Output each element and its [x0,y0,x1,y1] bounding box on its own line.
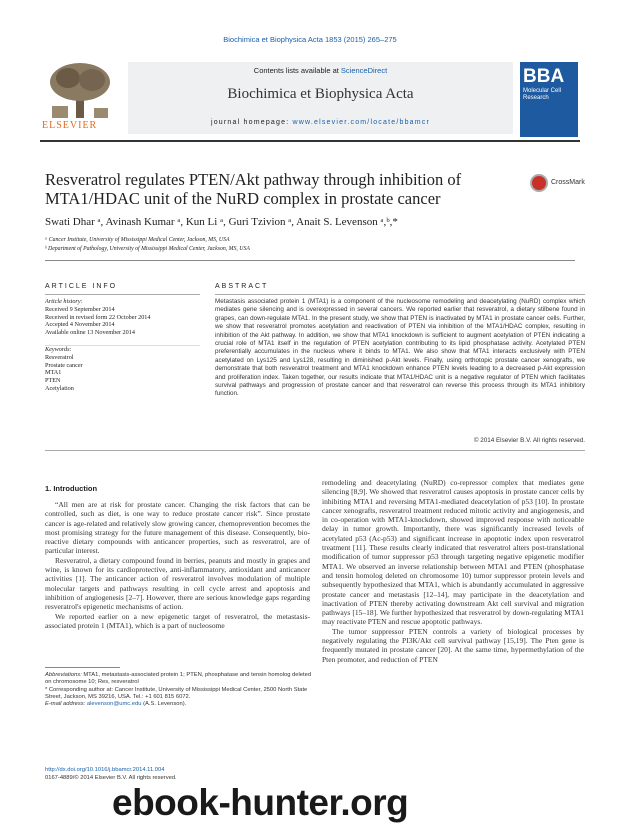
footnote-divider [45,667,120,668]
history-received: Received 9 September 2014 [45,305,115,313]
paragraph: Resveratrol, a dietary compound found in berries, peanuts and mostly in grapes and wine, is known for its cardioprotective, anti-inflammatory, antioxidant and anticancer activities [1]. The anticancer action of resveratrol involves modulation of multiple molecular targets and pathways resulting in cell cycle arrest and apoptosis and inhibition of angiogenesis [2–7]. However, there are serious knowledge gaps regarding resveratrol's epigenetic mechanisms of action. [45,555,310,612]
keyword: MTA1 [45,369,62,377]
email-link[interactable]: alevenson@umc.edu [86,701,142,708]
article-info-divider [45,294,200,295]
history-label: Article history: [45,298,83,305]
masthead-divider [40,140,580,142]
journal-name: Biochimica et Biophysica Acta [227,86,414,102]
crossmark-label: CrossMark [551,179,585,186]
elsevier-logo [40,62,122,137]
history-revised: Received in revised form 22 October 2014 [45,313,151,321]
copyright-line: © 2014 Elsevier B.V. All rights reserved. [473,437,585,444]
affiliation-a: ᵃ Cancer Institute, University of Mississippi Medical Center, Jackson, MS, USA [45,237,230,243]
section-heading: 1. Introduction [45,484,98,493]
paragraph: We reported earlier on a new epigenetic target of resveratrol, the metastasis-associated protein 1 (MTA1), which is a part of nucleosome [45,611,310,630]
publisher-name: ELSEVIER [42,120,98,131]
email-footnote: E-mail address: alevenson@umc.edu (A.S. Levenson). [45,701,187,708]
watermark: ebook-hunter.org [112,782,409,823]
keyword: Resveratrol [45,353,74,361]
body-column-right [322,478,584,664]
paragraph: The tumor suppressor PTEN controls a variety of biological processes by negatively regulating the PI3K/Akt cell survival pathway [15,19]. The Pten gene is frequently mutated in prostate cancer [20]. At the same time, hypermethylation of the Pten promoter, and reduction of PTEN [322,626,584,664]
history-online: Available online 13 November 2014 [45,329,135,337]
cover-title: BBA [523,66,565,87]
journal-citation-link[interactable]: Biochimica et Biophysica Acta 1853 (2015) 265–275 [223,35,397,44]
crossmark-badge[interactable] [530,172,590,194]
doi-block [45,767,177,782]
homepage-line: journal homepage: www.elsevier.com/locate/bbamcr [210,119,431,126]
sciencedirect-link[interactable]: ScienceDirect [340,66,388,75]
paragraph: remodeling and deacetylating (NuRD) co-repressor complex that mediates gene silencing [8,9]. We showed that resveratrol causes apoptosis in prostate cancer cells by inhibiting MTA1 and reversing MTA1-mediated deacetylation of p53 [10]. In prostate cancer xenografts, resveratrol treatment reduced mitotic activity and angiogenesis, and in co-operation with MTA1-knockdown, showed improved response with noticeable delay in tumor growth. Importantly, there was significantly increased levels of acetylated p53 (Ac-p53) and significant increase in apoptotic index upon resveratrol treatment [11]. These results clearly indicated that resveratrol alters post-translational modification of tumor suppressor p53 through targeting negative epigenetic modifier MTA1. We observed an inverse relationship between MTA1 and PTEN (phosphatase and tensin homolog deleted on chromosome 10) tumor suppressor protein levels and subsequently hypothesized that MTA1, which is abundantly accumulated in aggressive prostate cancer and metastasis [12–14], may participate in the deacetylation and inactivation of PTEN thereby activating downstream Akt cell survival and migration pathways [15–18]. We further hypothesized that resveratrol by down-regulating MTA1 may reactivate PTEN and rescue apoptotic pathways. [322,478,584,627]
crossmark-icon [530,174,548,192]
article-info-heading: ARTICLE INFO [45,283,118,290]
abbreviations-footnote: Abbreviations: MTA1, metastasis-associated protein 1; PTEN, phosphatase and tensin homolog deleted on chromosome 10; Res, resveratrol [45,672,312,686]
footnotes [45,672,313,708]
body-column-left [45,500,310,630]
journal-header-box [128,62,513,134]
keyword: Prostate cancer [45,361,83,369]
affiliation-b: ᵇ Department of Pathology, University of Mississippi Medical Center, Jackson, MS, USA [45,246,250,252]
contents-line: Contents lists available at ScienceDirect [253,66,388,75]
affiliation-divider [45,260,575,261]
author-list: Swati Dhar ᵃ, Avinash Kumar ᵃ, Kun Li ᵃ, Guri Tzivion ᵃ, Anait S. Levenson ᵃ,ᵇ,* [45,216,398,228]
abstract-heading: ABSTRACT [215,283,269,290]
keywords-divider [45,345,200,346]
doi-link[interactable]: http://dx.doi.org/10.1016/j.bbamcr.2014.11.004 [45,767,165,773]
keywords-label: Keywords: [45,345,72,353]
keyword: PTEN [45,377,61,385]
paper-title: Resveratrol regulates PTEN/Akt pathway through inhibition of MTA1/HDAC unit of the NuRD complex in prostate cancer [45,170,462,208]
abstract-bottom-divider [45,450,585,451]
abstract-text: Metastasis associated protein 1 (MTA1) is a component of the nucleosome remodeling and deacetylating (NuRD) complex which mediates gene silencing and is overexpressed in several cancers. We reported earlier that resveratrol, a dietary stilbene found in grapes, can down-regulate MTA1. In the present study, we show that PTEN is inactivated by MTA1 in prostate cancer cells. Further, we show that resveratrol promotes acetylation and reactivation of PTEN via inhibition of the MTA1/HDAC complex, resulting in inhibition of the Akt pathway. In addition, we show that MTA1 knockdown is sufficient to augment acetylation of PTEN indicating a crucial role of MTA1 itself in the regulation of PTEN acetylation contributing to its lipid phosphatase activity. Acetylated PTEN preferentially accumulates in the nucleus where it binds to MTA1. We also show that MTA1 interacts exclusively with PTEN acetylated on Lys125 and Lys128, resulting in diminished p-Akt levels. Finally, using orthotopic prostate cancer xenografts, we demonstrate that both resveratrol treatment and MTA1 knockdown enhance PTEN levels leading to a decreased p-Akt expression and proliferation index. Taken together, our results indicate that MTA1/HDAC unit is a negative regulator of PTEN which facilitates survival pathways and progression of prostate cancer and that resveratrol can reverse this process through its MTA1 inhibitory function. [215,298,585,398]
homepage-link[interactable]: www.elsevier.com/locate/bbamcr [292,119,431,126]
corresponding-author-footnote: * Corresponding author at: Cancer Institute, University of Mississippi Medical Center, 2500 North State Street, Jackson, MS 39216, USA. Tel.: +1 601 815 6072. [45,686,308,700]
abstract-divider [215,294,585,295]
keyword: Acetylation [45,384,74,392]
journal-masthead [40,62,580,137]
cover-subtitle: Molecular Cell Research [523,88,562,101]
issn-line: 0167-4889/© 2014 Elsevier B.V. All rights reserved. [45,774,177,781]
history-accepted: Accepted 4 November 2014 [45,321,115,329]
affiliations [45,236,250,254]
paragraph: “All men are at risk for prostate cancer. Changing the risk factors that can be controlled, such as diet, is one way to reduce prostate cancer risk”. Since prostate cancer is age-related and relatively slow growing cancer, chemoprevention becomes the most promising strategy for the future management of this disease. Consequently, bio-reactive dietary compounds with anticancer properties, such as resveratrol, are of particular interest. [45,500,310,556]
journal-cover-thumbnail [520,62,578,137]
